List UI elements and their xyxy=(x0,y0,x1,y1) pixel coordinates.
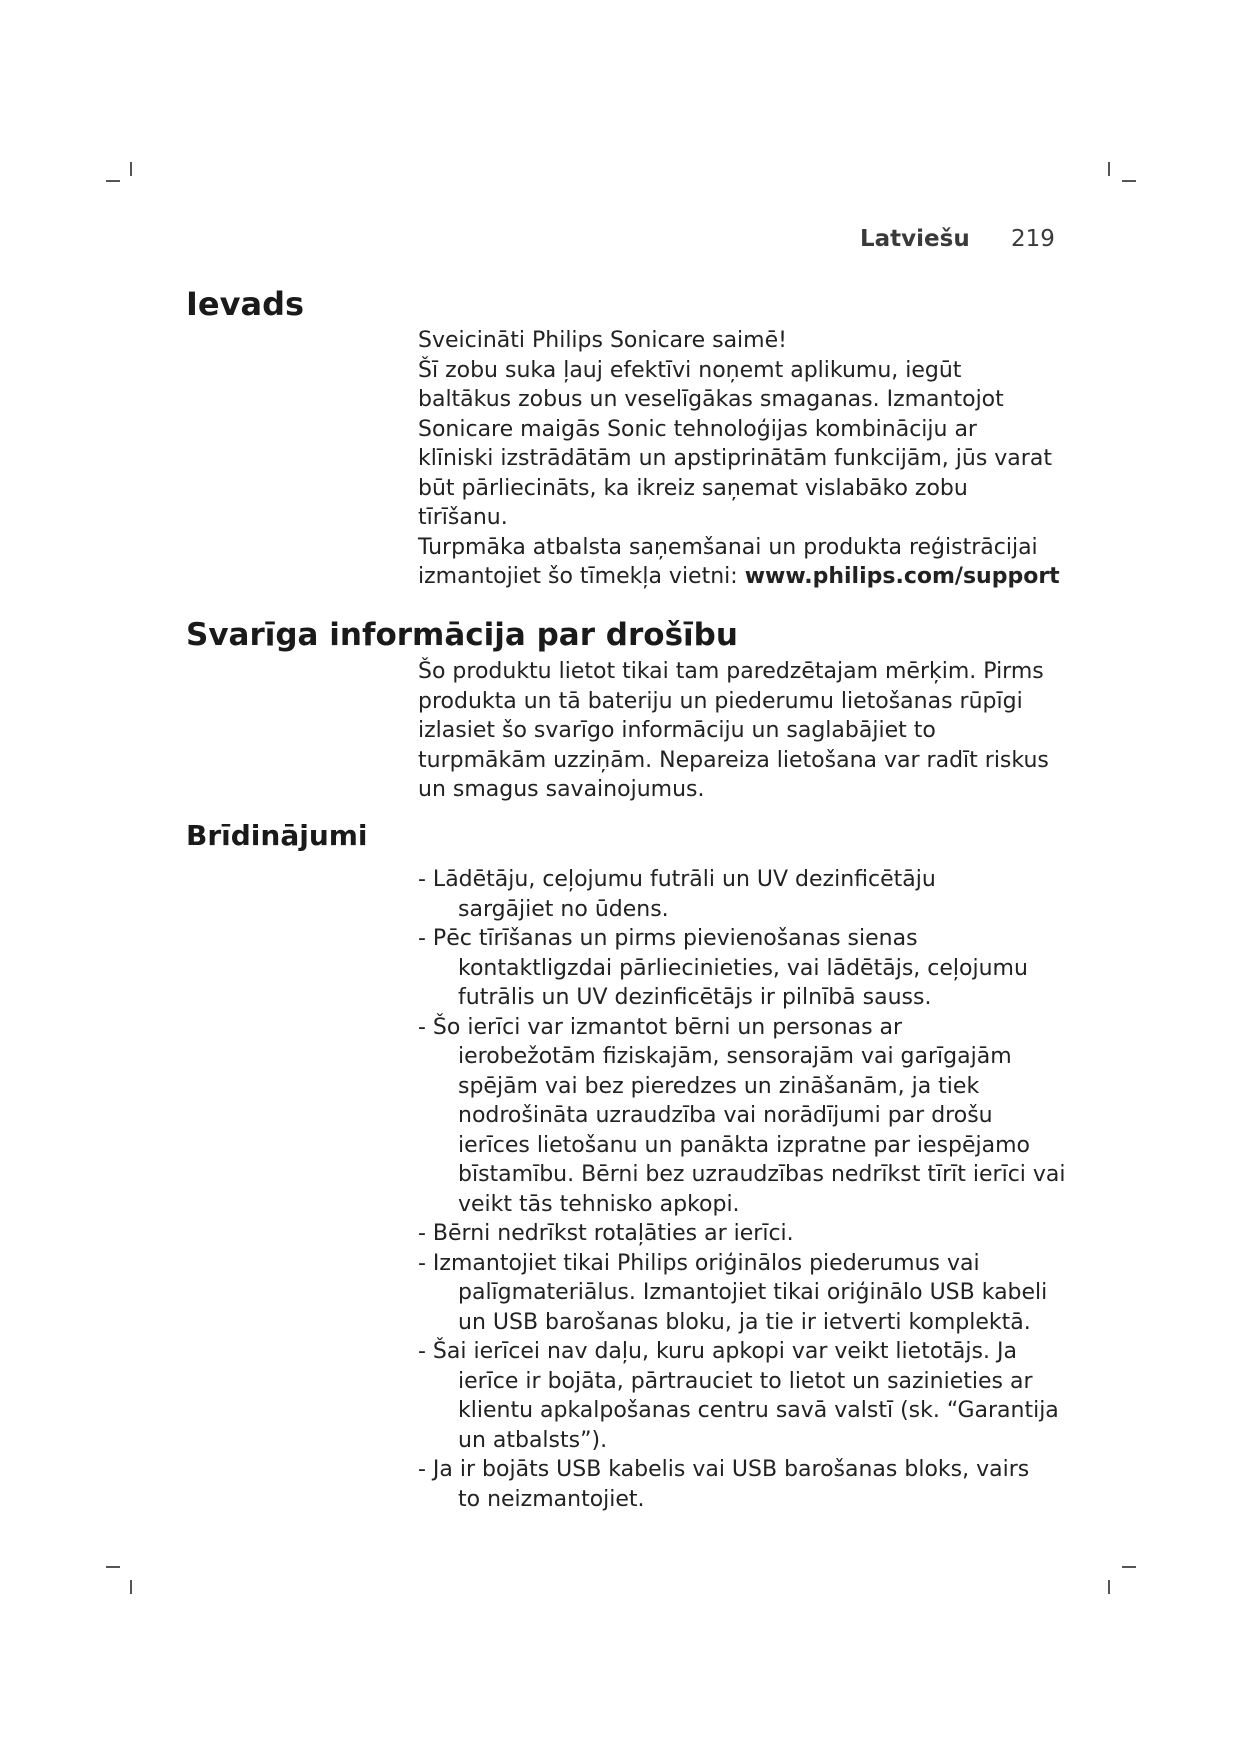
text-line: - Bērni nedrīkst rotaļāties ar ierīci. xyxy=(418,1221,794,1246)
crop-mark xyxy=(106,180,120,182)
list-item xyxy=(418,865,1066,924)
crop-mark xyxy=(1122,180,1136,182)
list-item xyxy=(418,1013,1066,1220)
intro-paragraph xyxy=(418,326,1066,592)
list-item xyxy=(418,1337,1066,1455)
text-line: baltākus zobus un veselīgākas smaganas. Izmantojot xyxy=(418,387,1004,412)
text-line: produkta un tā bateriju un piederumu lietošanas rūpīgi xyxy=(418,688,1023,714)
url-prefix: izmantojiet šo tīmekļa vietni: xyxy=(418,564,745,589)
crop-mark xyxy=(1108,1580,1110,1594)
support-link[interactable]: www.philips.com/support xyxy=(744,564,1060,589)
text-line: Sonicare maigās Sonic tehnoloģijas kombināciju ar xyxy=(418,416,977,442)
intro-heading: Ievads xyxy=(186,285,305,323)
list-item xyxy=(418,1249,1066,1338)
text-line: būt pārliecināts, ka ikreiz saņemat vislabāko zobu xyxy=(418,475,968,501)
text-line: palīgmateriālus. Izmantojiet tikai oriģinālo USB kabeli xyxy=(458,1280,1048,1305)
text-line: klientu apkalpošanas centru savā valstī (sk. “Garantija xyxy=(458,1398,1059,1423)
text-line: Šo produktu lietot tikai tam paredzētajam mērķim. Pirms xyxy=(418,659,1044,684)
crop-mark xyxy=(1108,162,1110,176)
text-line: - Šai ierīcei nav daļu, kuru apkopi var veikt lietotājs. Ja xyxy=(418,1339,1017,1364)
text-line: bīstamību. Bērni bez uzraudzības nedrīkst tīrīt ierīci vai xyxy=(458,1162,1066,1187)
header-language: Latviešu xyxy=(860,226,970,252)
text-line: un USB barošanas bloku, ja tie ir ietverti komplektā. xyxy=(458,1309,1031,1335)
text-line: Turpmāka atbalsta saņemšanai un produkta reģistrācijai xyxy=(418,534,1038,560)
warnings-list xyxy=(418,865,1066,1514)
text-line: - Ja ir bojāts USB kabelis vai USB barošanas bloks, vairs xyxy=(418,1457,1030,1482)
text-line: spējām vai bez pieredzes un zināšanām, ja tiek xyxy=(458,1073,980,1099)
text-line: nodrošināta uzraudzība vai norādījumi par drošu xyxy=(458,1103,993,1128)
text-line: - Šo ierīci var izmantot bērni un personas ar xyxy=(418,1014,903,1040)
list-item xyxy=(418,924,1066,1013)
text-line: veikt tās tehnisko apkopi. xyxy=(458,1191,740,1217)
warnings-heading: Brīdinājumi xyxy=(186,819,368,852)
list-item xyxy=(418,1455,1066,1514)
text-line: sargājiet no ūdens. xyxy=(458,896,669,922)
text-line: izlasiet šo svarīgo informāciju un saglabājiet to xyxy=(418,718,936,743)
text-line: futrālis un UV dezinficētājs ir pilnībā sauss. xyxy=(458,985,932,1010)
text-line: - Pēc tīrīšanas un pirms pievienošanas sienas xyxy=(418,926,918,951)
text-line: ierīce ir bojāta, pārtrauciet to lietot un sazinieties ar xyxy=(458,1368,1033,1394)
list-item xyxy=(418,1219,1066,1249)
text-line: un smagus savainojumus. xyxy=(418,777,705,802)
text-line xyxy=(418,562,1066,592)
crop-mark xyxy=(1122,1566,1136,1568)
text-line: Sveicināti Philips Sonicare saimē! xyxy=(418,328,787,353)
text-line: Šī zobu suka ļauj efektīvi noņemt aplikumu, iegūt xyxy=(418,357,962,383)
crop-mark xyxy=(130,1580,132,1594)
text-line: un atbalsts”). xyxy=(458,1427,608,1453)
text-line: ierobežotām fiziskajām, sensorajām vai garīgajām xyxy=(458,1044,1012,1069)
text-line: kontaktligzdai pārliecinieties, vai lādētājs, ceļojumu xyxy=(458,955,1028,981)
text-line: - Lādētāju, ceļojumu futrāli un UV dezinficētāju xyxy=(418,867,936,892)
safety-heading: Svarīga informācija par drošību xyxy=(186,617,738,653)
text-line: klīniski izstrādātām un apstiprinātām funkcijām, jūs varat xyxy=(418,446,1052,471)
crop-mark xyxy=(106,1566,120,1568)
text-line: to neizmantojiet. xyxy=(458,1486,645,1512)
text-line: - Izmantojiet tikai Philips oriģinālos piederumus vai xyxy=(418,1250,980,1276)
crop-mark xyxy=(130,162,132,176)
text-line: ierīces lietošanu un panākta izpratne par iespējamo xyxy=(458,1132,1030,1158)
text-line: turpmākām uzziņām. Nepareiza lietošana var radīt riskus xyxy=(418,747,1049,773)
safety-paragraph xyxy=(418,657,1066,805)
page-number: 219 xyxy=(1011,226,1055,252)
text-line: tīrīšanu. xyxy=(418,505,508,530)
page-header xyxy=(860,224,1060,254)
